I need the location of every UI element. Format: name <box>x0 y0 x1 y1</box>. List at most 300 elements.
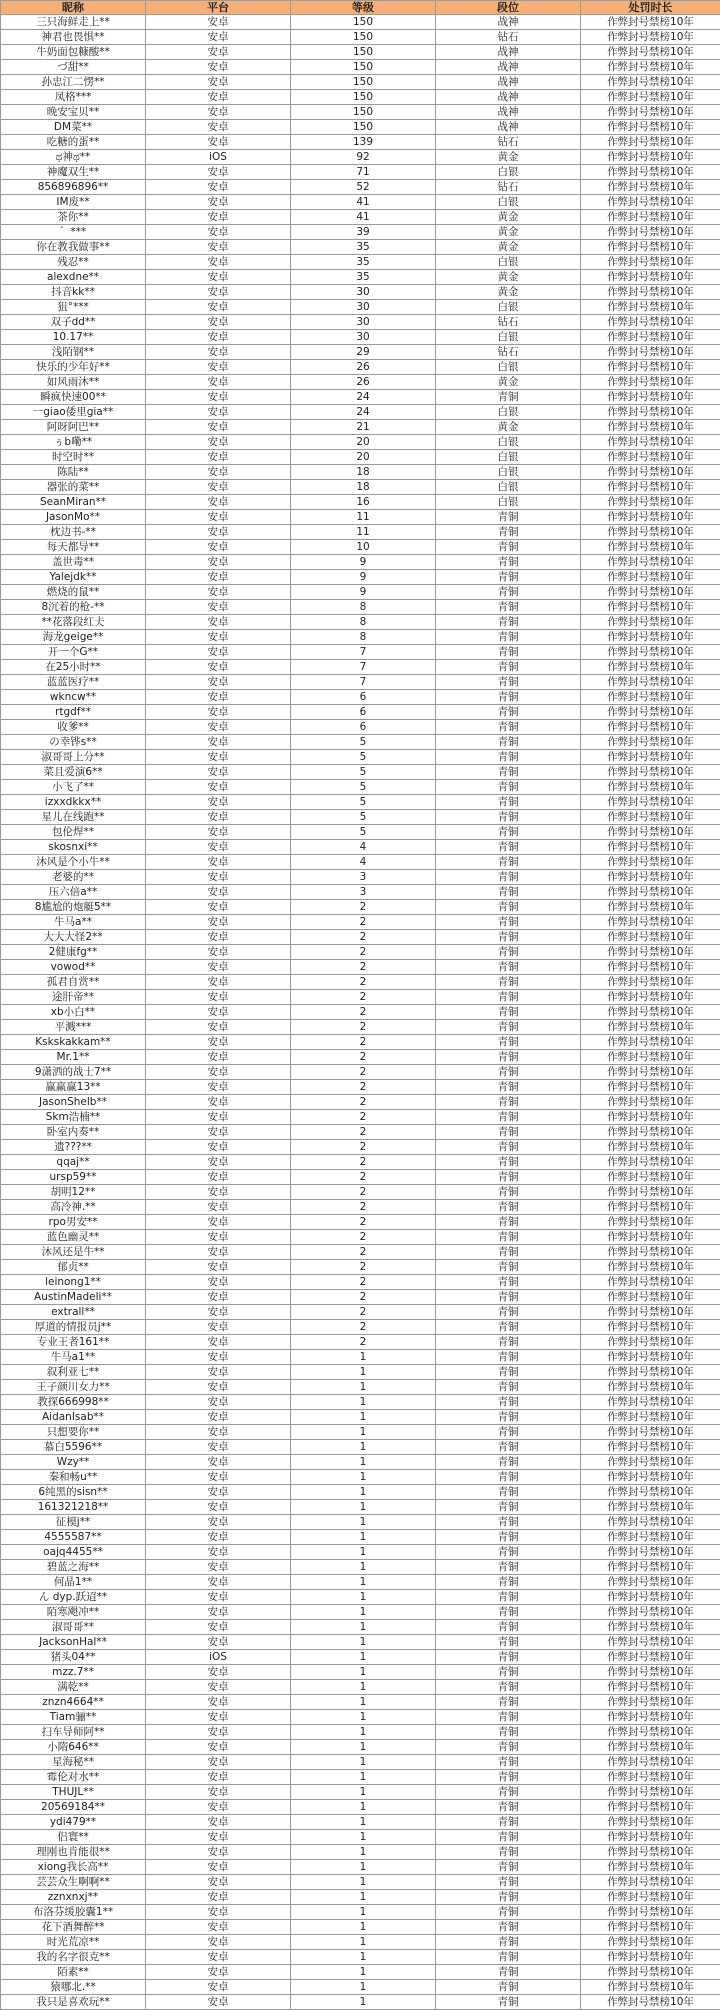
cell-nickname: alexdne** <box>1 270 146 285</box>
table-row <box>1 1935 720 1950</box>
cell-penalty: 作弊封号禁榜10年 <box>581 840 720 855</box>
cell-rank: 青铜 <box>436 1920 581 1935</box>
cell-platform: 安卓 <box>146 1095 291 1110</box>
table-row <box>1 750 720 765</box>
cell-penalty: 作弊封号禁榜10年 <box>581 615 720 630</box>
cell-platform: 安卓 <box>146 1545 291 1560</box>
cell-level: 2 <box>291 1215 436 1230</box>
cell-rank: 战神 <box>436 60 581 75</box>
cell-platform: 安卓 <box>146 1470 291 1485</box>
cell-platform: 安卓 <box>146 165 291 180</box>
table-row <box>1 945 720 960</box>
cell-rank: 青铜 <box>436 765 581 780</box>
cell-nickname: 压六倍a** <box>1 885 146 900</box>
cell-rank: 青铜 <box>436 1875 581 1890</box>
cell-level: 30 <box>291 330 436 345</box>
cell-penalty: 作弊封号禁榜10年 <box>581 1755 720 1770</box>
table-row <box>1 105 720 120</box>
cell-rank: 青铜 <box>436 1155 581 1170</box>
cell-platform: 安卓 <box>146 1140 291 1155</box>
cell-level: 8 <box>291 600 436 615</box>
cell-level: 1 <box>291 1470 436 1485</box>
cell-level: 41 <box>291 210 436 225</box>
cell-rank: 青铜 <box>436 1800 581 1815</box>
cell-penalty: 作弊封号禁榜10年 <box>581 630 720 645</box>
cell-rank: 青铜 <box>436 1215 581 1230</box>
cell-penalty: 作弊封号禁榜10年 <box>581 150 720 165</box>
cell-rank: 青铜 <box>436 1710 581 1725</box>
cell-nickname: 每天都导** <box>1 540 146 555</box>
cell-penalty: 作弊封号禁榜10年 <box>581 465 720 480</box>
cell-nickname: 2健康fg** <box>1 945 146 960</box>
table-row <box>1 1050 720 1065</box>
cell-nickname: 20569184** <box>1 1800 146 1815</box>
cell-penalty: 作弊封号禁榜10年 <box>581 1365 720 1380</box>
cell-rank: 钻石 <box>436 135 581 150</box>
cell-penalty: 作弊封号禁榜10年 <box>581 1260 720 1275</box>
table-row <box>1 1080 720 1095</box>
cell-rank: 黄金 <box>436 420 581 435</box>
table-row <box>1 1170 720 1185</box>
cell-level: 2 <box>291 1110 436 1125</box>
cell-platform: 安卓 <box>146 1320 291 1335</box>
cell-nickname: 牛马a** <box>1 915 146 930</box>
table-row <box>1 1515 720 1530</box>
cell-nickname: 快乐的少年好** <box>1 360 146 375</box>
cell-platform: 安卓 <box>146 1710 291 1725</box>
cell-rank: 青铜 <box>436 1770 581 1785</box>
table-row <box>1 1245 720 1260</box>
cell-level: 1 <box>291 1395 436 1410</box>
table-row <box>1 1470 720 1485</box>
cell-penalty: 作弊封号禁榜10年 <box>581 405 720 420</box>
cell-rank: 白银 <box>436 465 581 480</box>
cell-level: 92 <box>291 150 436 165</box>
table-row <box>1 165 720 180</box>
cell-rank: 青铜 <box>436 1530 581 1545</box>
cell-penalty: 作弊封号禁榜10年 <box>581 1785 720 1800</box>
cell-nickname: 星海秘** <box>1 1755 146 1770</box>
table-row <box>1 1035 720 1050</box>
cell-rank: 青铜 <box>436 1320 581 1335</box>
cell-penalty: 作弊封号禁榜10年 <box>581 855 720 870</box>
cell-penalty: 作弊封号禁榜10年 <box>581 1110 720 1125</box>
cell-platform: 安卓 <box>146 60 291 75</box>
cell-platform: 安卓 <box>146 1245 291 1260</box>
cell-nickname: 一giao倭里gia** <box>1 405 146 420</box>
table-row <box>1 30 720 45</box>
cell-rank: 青铜 <box>436 885 581 900</box>
cell-penalty: 作弊封号禁榜10年 <box>581 1620 720 1635</box>
cell-rank: 青铜 <box>436 1065 581 1080</box>
cell-rank: 白银 <box>436 360 581 375</box>
cell-nickname: Tiam骊** <box>1 1710 146 1725</box>
cell-penalty: 作弊封号禁榜10年 <box>581 1200 720 1215</box>
cell-level: 1 <box>291 1440 436 1455</box>
table-row <box>1 630 720 645</box>
cell-platform: 安卓 <box>146 1620 291 1635</box>
cell-penalty: 作弊封号禁榜10年 <box>581 1380 720 1395</box>
cell-platform: 安卓 <box>146 15 291 30</box>
cell-nickname: 猪头04** <box>1 1650 146 1665</box>
cell-nickname: SeanMiran** <box>1 495 146 510</box>
cell-level: 24 <box>291 405 436 420</box>
table-row <box>1 615 720 630</box>
cell-level: 1 <box>291 1410 436 1425</box>
table-row <box>1 345 720 360</box>
cell-platform: 安卓 <box>146 960 291 975</box>
cell-platform: 安卓 <box>146 1860 291 1875</box>
cell-rank: 青铜 <box>436 1680 581 1695</box>
cell-platform: 安卓 <box>146 1890 291 1905</box>
cell-rank: 青铜 <box>436 1665 581 1680</box>
cell-level: 1 <box>291 1740 436 1755</box>
table-row <box>1 45 720 60</box>
cell-nickname: 猿哪北.** <box>1 1980 146 1995</box>
cell-penalty: 作弊封号禁榜10年 <box>581 105 720 120</box>
cell-platform: 安卓 <box>146 1110 291 1125</box>
cell-penalty: 作弊封号禁榜10年 <box>581 1605 720 1620</box>
cell-rank: 青铜 <box>436 1410 581 1425</box>
cell-nickname: 淑哥哥** <box>1 1620 146 1635</box>
cell-nickname: mzz.7** <box>1 1665 146 1680</box>
cell-penalty: 作弊封号禁榜10年 <box>581 690 720 705</box>
table-row <box>1 675 720 690</box>
cell-rank: 青铜 <box>436 1500 581 1515</box>
table-row <box>1 1995 720 2010</box>
cell-rank: 青铜 <box>436 555 581 570</box>
cell-nickname: 我只是喜欢玩** <box>1 1995 146 2010</box>
table-row <box>1 1095 720 1110</box>
cell-penalty: 作弊封号禁榜10年 <box>581 1680 720 1695</box>
cell-platform: 安卓 <box>146 1995 291 2010</box>
cell-level: 9 <box>291 570 436 585</box>
cell-rank: 钻石 <box>436 180 581 195</box>
cell-rank: 青铜 <box>436 630 581 645</box>
cell-platform: 安卓 <box>146 780 291 795</box>
cell-penalty: 作弊封号禁榜10年 <box>581 1725 720 1740</box>
cell-platform: 安卓 <box>146 180 291 195</box>
cell-penalty: 作弊封号禁榜10年 <box>581 1860 720 1875</box>
table-row <box>1 1890 720 1905</box>
cell-penalty: 作弊封号禁榜10年 <box>581 1770 720 1785</box>
cell-rank: 青铜 <box>436 1890 581 1905</box>
cell-rank: 青铜 <box>436 600 581 615</box>
cell-penalty: 作弊封号禁榜10年 <box>581 1995 720 2010</box>
cell-platform: 安卓 <box>146 120 291 135</box>
cell-rank: 青铜 <box>436 390 581 405</box>
cell-rank: 白银 <box>436 495 581 510</box>
cell-level: 26 <box>291 375 436 390</box>
cell-level: 7 <box>291 645 436 660</box>
cell-nickname: 8尴尬的炮艇5** <box>1 900 146 915</box>
cell-rank: 白银 <box>436 450 581 465</box>
cell-penalty: 作弊封号禁榜10年 <box>581 705 720 720</box>
cell-level: 2 <box>291 1020 436 1035</box>
cell-rank: 青铜 <box>436 1395 581 1410</box>
cell-nickname: 蓝色幽灵** <box>1 1230 146 1245</box>
cell-level: 2 <box>291 945 436 960</box>
cell-nickname: 器张的菜** <box>1 480 146 495</box>
cell-level: 20 <box>291 435 436 450</box>
cell-rank: 青铜 <box>436 1230 581 1245</box>
cell-penalty: 作弊封号禁榜10年 <box>581 375 720 390</box>
table-row <box>1 285 720 300</box>
cell-rank: 青铜 <box>436 810 581 825</box>
cell-rank: 青铜 <box>436 1830 581 1845</box>
cell-penalty: 作弊封号禁榜10年 <box>581 645 720 660</box>
cell-penalty: 作弊封号禁榜10年 <box>581 1425 720 1440</box>
cell-platform: iOS <box>146 1650 291 1665</box>
cell-penalty: 作弊封号禁榜10年 <box>581 300 720 315</box>
cell-rank: 青铜 <box>436 1275 581 1290</box>
cell-rank: 青铜 <box>436 1560 581 1575</box>
cell-level: 1 <box>291 1635 436 1650</box>
header-rank: 段位 <box>436 1 581 15</box>
table-row <box>1 885 720 900</box>
cell-penalty: 作弊封号禁榜10年 <box>581 255 720 270</box>
cell-nickname: 牛马a1** <box>1 1350 146 1365</box>
cell-nickname: 布洛芬缓胶囊1** <box>1 1905 146 1920</box>
cell-platform: 安卓 <box>146 735 291 750</box>
cell-penalty: 作弊封号禁榜10年 <box>581 495 720 510</box>
table-row <box>1 1365 720 1380</box>
cell-penalty: 作弊封号禁榜10年 <box>581 870 720 885</box>
cell-platform: 安卓 <box>146 1785 291 1800</box>
cell-penalty: 作弊封号禁榜10年 <box>581 120 720 135</box>
cell-nickname: 淑哥哥上分** <box>1 750 146 765</box>
cell-platform: 安卓 <box>146 90 291 105</box>
cell-rank: 战神 <box>436 75 581 90</box>
cell-penalty: 作弊封号禁榜10年 <box>581 600 720 615</box>
cell-penalty: 作弊封号禁榜10年 <box>581 1665 720 1680</box>
cell-rank: 黄金 <box>436 285 581 300</box>
table-row <box>1 1695 720 1710</box>
cell-platform: 安卓 <box>146 1080 291 1095</box>
cell-rank: 青铜 <box>436 1635 581 1650</box>
table-row <box>1 1980 720 1995</box>
cell-penalty: 作弊封号禁榜10年 <box>581 1800 720 1815</box>
table-row <box>1 1275 720 1290</box>
cell-nickname: 瞬疯快速00** <box>1 390 146 405</box>
cell-nickname: vowod** <box>1 960 146 975</box>
cell-rank: 青铜 <box>436 675 581 690</box>
cell-level: 18 <box>291 480 436 495</box>
cell-rank: 青铜 <box>436 1335 581 1350</box>
cell-penalty: 作弊封号禁榜10年 <box>581 1335 720 1350</box>
cell-penalty: 作弊封号禁榜10年 <box>581 1515 720 1530</box>
cell-level: 1 <box>291 1815 436 1830</box>
table-row <box>1 1620 720 1635</box>
cell-platform: 安卓 <box>146 135 291 150</box>
cell-level: 35 <box>291 270 436 285</box>
table-row <box>1 405 720 420</box>
cell-level: 2 <box>291 1200 436 1215</box>
cell-level: 9 <box>291 555 436 570</box>
cell-level: 1 <box>291 1560 436 1575</box>
cell-penalty: 作弊封号禁榜10年 <box>581 1305 720 1320</box>
table-row <box>1 240 720 255</box>
cell-nickname: **花落段红仧 <box>1 615 146 630</box>
table-row <box>1 1905 720 1920</box>
cell-rank: 青铜 <box>436 1050 581 1065</box>
cell-platform: 安卓 <box>146 345 291 360</box>
cell-penalty: 作弊封号禁榜10年 <box>581 1950 720 1965</box>
cell-nickname: 沐风还是牛** <box>1 1245 146 1260</box>
cell-penalty: 作弊封号禁榜10年 <box>581 285 720 300</box>
cell-level: 1 <box>291 1770 436 1785</box>
cell-penalty: 作弊封号禁榜10年 <box>581 1500 720 1515</box>
cell-penalty: 作弊封号禁榜10年 <box>581 1560 720 1575</box>
cell-platform: 安卓 <box>146 375 291 390</box>
cell-penalty: 作弊封号禁榜10年 <box>581 315 720 330</box>
table-row <box>1 990 720 1005</box>
cell-platform: 安卓 <box>146 825 291 840</box>
cell-rank: 青铜 <box>436 1110 581 1125</box>
cell-platform: 安卓 <box>146 1680 291 1695</box>
cell-penalty: 作弊封号禁榜10年 <box>581 1275 720 1290</box>
table-row <box>1 1350 720 1365</box>
cell-platform: 安卓 <box>146 1770 291 1785</box>
cell-penalty: 作弊封号禁榜10年 <box>581 15 720 30</box>
cell-nickname: 小飞了** <box>1 780 146 795</box>
cell-rank: 青铜 <box>436 720 581 735</box>
cell-platform: 安卓 <box>146 1605 291 1620</box>
cell-level: 30 <box>291 285 436 300</box>
cell-rank: 青铜 <box>436 1380 581 1395</box>
table-row <box>1 375 720 390</box>
cell-nickname: の幸铧s** <box>1 735 146 750</box>
cell-level: 1 <box>291 1620 436 1635</box>
cell-platform: 安卓 <box>146 465 291 480</box>
cell-level: 7 <box>291 675 436 690</box>
cell-platform: 安卓 <box>146 480 291 495</box>
cell-penalty: 作弊封号禁榜10年 <box>581 1905 720 1920</box>
table-row <box>1 1680 720 1695</box>
cell-rank: 青铜 <box>436 1515 581 1530</box>
cell-level: 2 <box>291 1065 436 1080</box>
cell-rank: 青铜 <box>436 660 581 675</box>
cell-platform: 安卓 <box>146 300 291 315</box>
table-row <box>1 645 720 660</box>
cell-rank: 青铜 <box>436 1485 581 1500</box>
cell-penalty: 作弊封号禁榜10年 <box>581 1125 720 1140</box>
table-row <box>1 870 720 885</box>
cell-platform: 安卓 <box>146 270 291 285</box>
cell-level: 1 <box>291 1365 436 1380</box>
cell-nickname: 王子颜川女力** <box>1 1380 146 1395</box>
cell-rank: 白银 <box>436 300 581 315</box>
cell-nickname: 侣寰** <box>1 1830 146 1845</box>
table-row <box>1 465 720 480</box>
cell-penalty: 作弊封号禁榜10年 <box>581 675 720 690</box>
table-row <box>1 1020 720 1035</box>
cell-level: 2 <box>291 1305 436 1320</box>
cell-level: 11 <box>291 525 436 540</box>
cell-level: 1 <box>291 1935 436 1950</box>
cell-rank: 青铜 <box>436 1185 581 1200</box>
table-row <box>1 300 720 315</box>
cell-level: 2 <box>291 1125 436 1140</box>
table-row <box>1 330 720 345</box>
cell-rank: 青铜 <box>436 1620 581 1635</box>
cell-level: 29 <box>291 345 436 360</box>
cell-rank: 青铜 <box>436 1935 581 1950</box>
cell-nickname: 碧蓝之海** <box>1 1560 146 1575</box>
cell-platform: 安卓 <box>146 495 291 510</box>
cell-rank: 战神 <box>436 90 581 105</box>
table-row <box>1 510 720 525</box>
cell-platform: 安卓 <box>146 765 291 780</box>
cell-nickname: 沐风是个小牛** <box>1 855 146 870</box>
cell-nickname: 神魔双生** <box>1 165 146 180</box>
cell-nickname: Mr.1** <box>1 1050 146 1065</box>
cell-level: 4 <box>291 840 436 855</box>
cell-platform: 安卓 <box>146 1800 291 1815</box>
cell-rank: 青铜 <box>436 735 581 750</box>
table-row <box>1 1650 720 1665</box>
cell-nickname: ぅb嘞** <box>1 435 146 450</box>
cell-nickname: 你在教我做事** <box>1 240 146 255</box>
table-row <box>1 225 720 240</box>
cell-rank: 青铜 <box>436 1950 581 1965</box>
cell-penalty: 作弊封号禁榜10年 <box>581 1695 720 1710</box>
cell-nickname: 专业王者161** <box>1 1335 146 1350</box>
cell-rank: 青铜 <box>436 1140 581 1155</box>
cell-nickname: 浅陌钢** <box>1 345 146 360</box>
cell-penalty: 作弊封号禁榜10年 <box>581 540 720 555</box>
table-row <box>1 780 720 795</box>
cell-nickname: 老婆的** <box>1 870 146 885</box>
cell-platform: 安卓 <box>146 1050 291 1065</box>
cell-platform: 安卓 <box>146 1365 291 1380</box>
cell-level: 21 <box>291 420 436 435</box>
cell-level: 1 <box>291 1515 436 1530</box>
cell-penalty: 作弊封号禁榜10年 <box>581 195 720 210</box>
cell-penalty: 作弊封号禁榜10年 <box>581 1320 720 1335</box>
table-row <box>1 930 720 945</box>
cell-level: 1 <box>291 1425 436 1440</box>
cell-level: 2 <box>291 1320 436 1335</box>
cell-nickname: 双子dd** <box>1 315 146 330</box>
cell-nickname: znzn4664** <box>1 1695 146 1710</box>
cell-penalty: 作弊封号禁榜10年 <box>581 1875 720 1890</box>
cell-nickname: 856896896** <box>1 180 146 195</box>
cell-nickname: JacksonHal** <box>1 1635 146 1650</box>
cell-rank: 黄金 <box>436 240 581 255</box>
cell-level: 2 <box>291 1155 436 1170</box>
cell-level: 1 <box>291 1665 436 1680</box>
cell-penalty: 作弊封号禁榜10年 <box>581 90 720 105</box>
cell-level: 2 <box>291 1095 436 1110</box>
cell-level: 2 <box>291 1260 436 1275</box>
cell-penalty: 作弊封号禁榜10年 <box>581 1530 720 1545</box>
cell-level: 5 <box>291 735 436 750</box>
cell-level: 3 <box>291 885 436 900</box>
cell-rank: 青铜 <box>436 1455 581 1470</box>
cell-nickname: 蓝蓝医疗** <box>1 675 146 690</box>
cell-nickname: 时光荒凉** <box>1 1935 146 1950</box>
cell-level: 1 <box>291 1785 436 1800</box>
cell-platform: 安卓 <box>146 585 291 600</box>
cell-level: 1 <box>291 1695 436 1710</box>
cell-penalty: 作弊封号禁榜10年 <box>581 900 720 915</box>
cell-nickname: 161321218** <box>1 1500 146 1515</box>
cell-level: 30 <box>291 315 436 330</box>
cell-level: 2 <box>291 900 436 915</box>
table-row <box>1 1260 720 1275</box>
cell-platform: 安卓 <box>146 750 291 765</box>
